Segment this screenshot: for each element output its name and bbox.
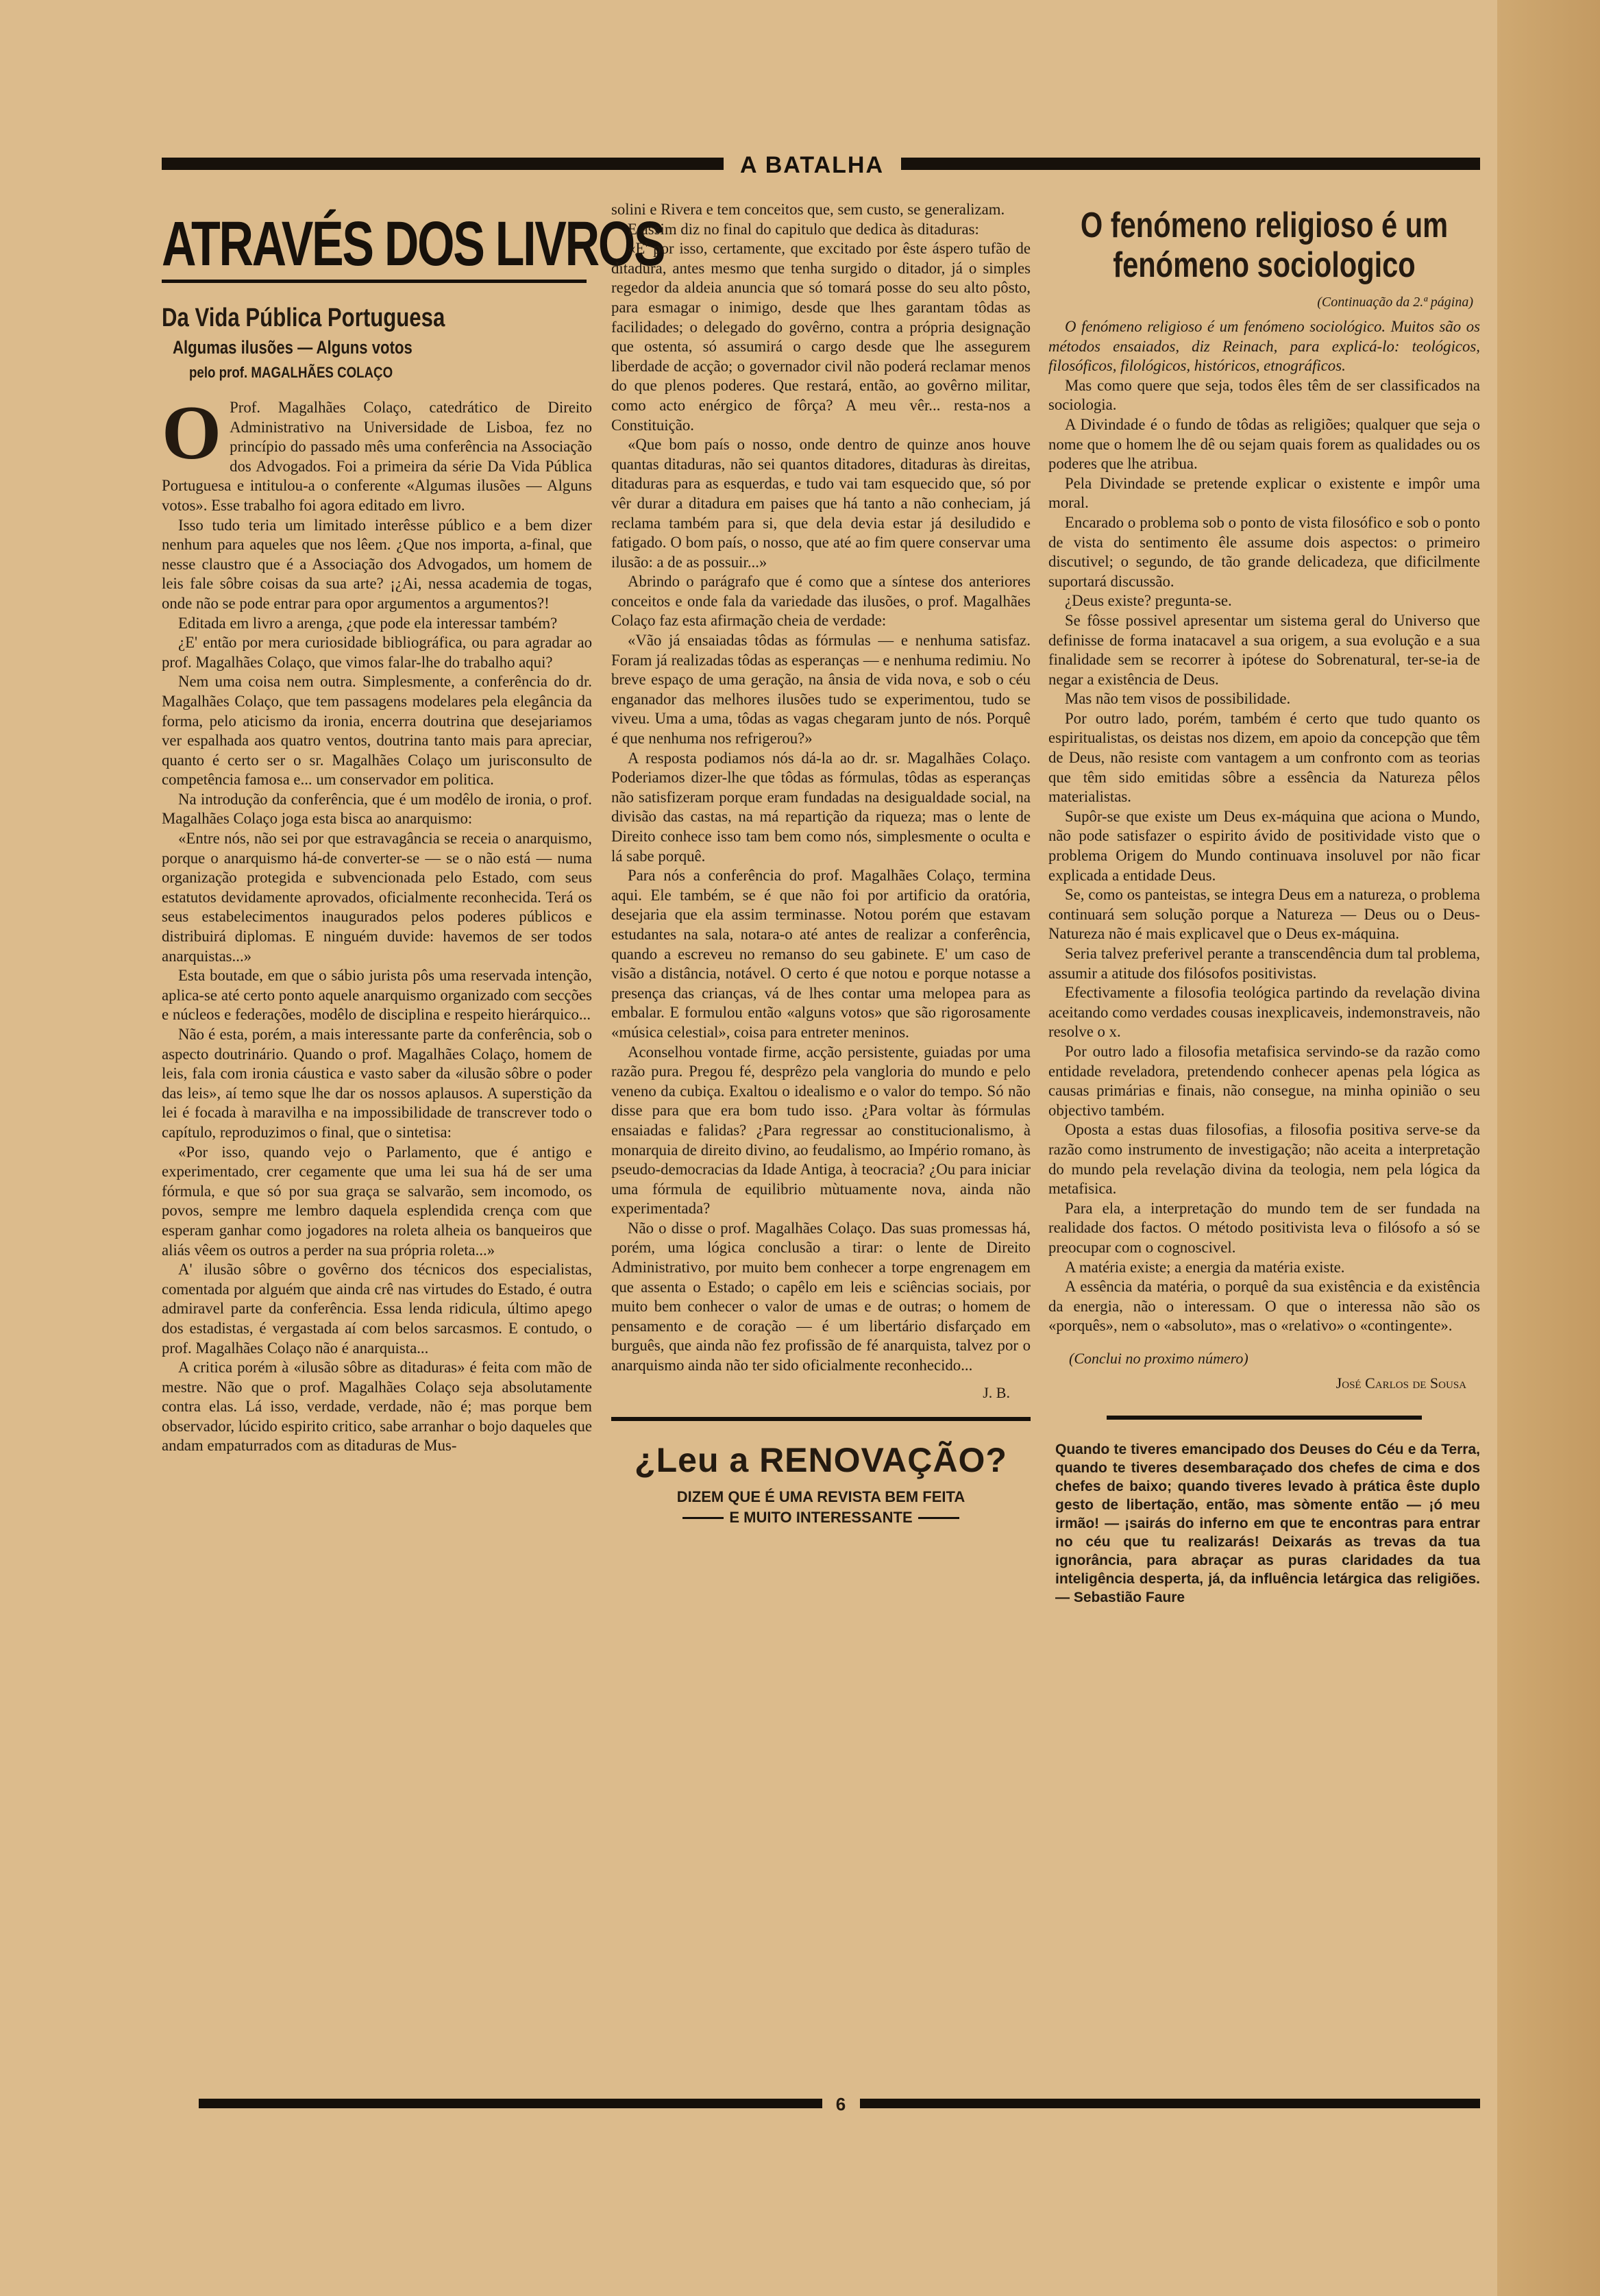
article-quote: «Entre nós, não sei por que estravagância se receia o anarquismo, porque o anarquismo há-de converter-se — se o não está — numa organização protegida e subvencionada pelo Estado, com seus estatutos devidamente aprovados, oficialmente reconhecida. Terá os seus estabelecimentos inaugurados pelos poderes públicos e distribuirá diplomas. E ninguém duvide: havemos de ser todos anarquistas...» xyxy=(162,830,592,965)
page-edge xyxy=(1497,0,1600,2296)
article-paragraph: A critica porém à «ilusão sôbre as ditaduras» é feita com mão de mestre. Não que o prof. Magalhães Colaço seja absolutamente contra elas. Lá isso, verdade, verdade, não é; mas porque bem observador, lúcido espirito critico, sabe arranhar o bojo daqueles que andam empaturrados com as ditaduras de Mus- xyxy=(162,1359,592,1455)
masthead: A BATALHA xyxy=(740,152,884,178)
article-2-headline: O fenómeno religioso é um fenómeno sociologico xyxy=(1080,206,1449,285)
ad-divider xyxy=(611,1417,1031,1421)
article-paragraph: Supôr-se que existe um Deus ex-máquina que aciona o Mundo, não pode satisfazer o espirito ávido de positividade visto que o problema Origem do Mundo continuava insoluvel por não ficar explicada a entidade Deus. xyxy=(1048,807,1480,884)
article-paragraph: A Divindade é o fundo de tôdas as religiões; qualquer que seja o nome que o homem lhe dê ou sejam quais forem as qualidades ou os poderes que lhe atribua. xyxy=(1048,415,1480,473)
article-paragraph: Pela Divindade se pretende explicar o existente e impôr uma moral. xyxy=(1048,474,1480,512)
article-paragraph: A' ilusão sôbre o govêrno dos técnicos dos especialistas, comentada por alguém que ainda crê nas virtudes do Estado, é outra admiravel parte da conferência. Essa lenda ridicula, último apego dos estadistas, é vergastada aí com belos sarcasmos. E contudo, o prof. Magalhães Colaço não é anarquista... xyxy=(162,1261,592,1357)
article-quote: «Que bom país o nosso, onde dentro de quinze anos houve quantas ditaduras, não sei quantos ditadores, ditaduras às direitas, ditaduras para as esquerdas, e tudo vai tam esquecido que, só por vêr durar a ditadura em paises que há tanto a não conheciam, já reclama também para si, que dela devia estar já desiludido e fatigado. O bom país, o nosso, que até ao fim quere conservar uma ilusão: a de as possuir...» xyxy=(611,436,1031,571)
ad-rule-right xyxy=(918,1517,959,1519)
article-headline: ATRAVÉS DOS LIVROS xyxy=(162,209,665,279)
article-paragraph: Na introdução da conferência, que é um modêlo de ironia, o prof. Magalhães Colaço joga esta bisca ao anarquismo: xyxy=(162,790,592,828)
article-paragraph: Abrindo o parágrafo que é como que a síntese dos anteriores conceitos e onde fala da variedade das ilusões, o prof. Magalhães Colaço faz esta afirmação cheia de verdade: xyxy=(611,573,1031,630)
article-paragraph: Não é esta, porém, a mais interessante parte da conferência, sob o aspecto doutrinário. Quando o prof. Magalhães Colaço, homem de leis, fala com ironia cáustica e vasto saber da «ilusão sôbre o poder das leis», aí temo sque lhe dar os nossos aplausos. A superstição da lei é focada à maravilha e na impossibilidade de transcrever todo o capítulo, reproduzimos o final, que o sintetisa: xyxy=(162,1026,592,1141)
article-paragraph: Mas como quere que seja, todos êles têm de ser classificados na sociologia. xyxy=(1048,376,1480,414)
article-paragraph: O Prof. Magalhães Colaço, catedrático de Direito Administrativo na Universidade de Lisboa, fez no princípio do passado mês uma conferência na Associação dos Advogados. Foi a primeira da série Da Vida Pública Portuguesa e intitulou-a o conferente «Algumas ilusões — Alguns votos». Esse trabalho foi agora editado em livro. xyxy=(162,391,592,514)
article-paragraph: Mas não tem visos de possibilidade. xyxy=(1065,690,1291,708)
continuation-note: (Continuação da 2.ª página) xyxy=(1317,295,1473,310)
article-paragraph: A matéria existe; a energia da matéria existe. xyxy=(1065,1258,1345,1276)
column-2 xyxy=(611,200,1031,1528)
article-byline: pelo prof. MAGALHÃES COLAÇO xyxy=(189,364,393,381)
bottom-rule-right xyxy=(860,2099,1480,2108)
article-paragraph: Efectivamente a filosofia teológica partindo da revelação divina aceitando como verdades cousas inexplicaveis, indemonstraveis, não resolve o x. xyxy=(1048,984,1480,1041)
article-paragraph: Por outro lado, porém, também é certo que tudo quanto os espiritualistas, os deistas nos dizem, em apoio da concepção que têm de Deus, não resiste com vantagem a um confronto com as teorias que têm sido emitidas sôbre a essência da Natureza pêlos materialistas. xyxy=(1048,709,1480,806)
headline-rule xyxy=(162,280,587,283)
article-subtitle: Algumas ilusões — Alguns votos xyxy=(173,337,413,358)
article-subheading: Da Vida Pública Portuguesa xyxy=(162,304,445,332)
article-paragraph: Esta boutade, em que o sábio jurista pôs uma reservada intenção, aplica-se até certo ponto aquele anarquismo organizado com secções e núcleos e federações, modêlo de disciplina e respeito hierárquico... xyxy=(162,967,592,1024)
column-3 xyxy=(1048,206,1480,1607)
top-rule-left xyxy=(162,158,724,170)
article-paragraph: E assim diz no final do capitulo que dedica às ditaduras: xyxy=(628,220,979,238)
article-paragraph: ¿E' então por mera curiosidade bibliográfica, ou para agradar ao prof. Magalhães Colaço, que vimos falar-lhe do trabalho aqui? xyxy=(162,634,592,671)
article-quote: «Vão já ensaiadas tôdas as fórmulas — e nenhuma satisfaz. Foram já realizadas tôdas as esperanças — e nenhuma redimiu. No breve espaço de uma geração, na ânsia de vida nova, e sob o céu enganador das melhores ilusões tudo se experimentou, tudo se viveu. Uma a uma, tôdas as vagas chegaram junto de nós. Porquê é que nenhuma nos refrigerou?» xyxy=(611,632,1031,748)
article-paragraph: A essência da matéria, o porquê da sua existência e da existência da energia, não o interessam. O que o interessa não são os «porquês», nem o «absoluto», mas o «relativo» o «contingente». xyxy=(1048,1278,1480,1335)
article-paragraph: Oposta a estas duas filosofias, a filosofia positiva serve-se da razão como instrumento de investigação; não aceita a interpretação do mundo pela revelação divina da teologia, nem pela lógica da metafisica. xyxy=(1048,1121,1480,1198)
article-paragraph: Para ela, a interpretação do mundo tem de ser fundada na realidade dos factos. O método positivista leva o filósofo a só se preocupar com o cognoscivel. xyxy=(1048,1199,1480,1256)
article-paragraph: Encarado o problema sob o ponto de vista filosófico e sob o ponto de vista do sentimento êle assume dois aspectos: o primeiro discutivel; o segundo, de tão grande delicadeza, que dificilmente suportará discussão. xyxy=(1048,513,1480,590)
bottom-rule-left xyxy=(199,2099,822,2108)
article-paragraph: Para nós a conferência do prof. Magalhães Colaço, termina aqui. Ele também, se é que não foi por artificio da oratória, desejaria que ela assim terminasse. Notou porém que estavam estudantes na sala, notara-o até antes de realizar a conferência, quando a escreveu no remanso do seu gabinete. E' um caso de visão a distância, notável. O certo é que notou e porque notasse a presença das crianças, vá de lhes contar uma melopea para as embalar. E formulou então «alguns votos» que são rigorosamente «música celestial», coisa para entreter meninos. xyxy=(611,867,1031,1041)
article-signature: J. B. xyxy=(983,1383,1010,1401)
article-paragraph: Não o disse o prof. Magalhães Colaço. Das suas promessas há, porém, uma lógica conclusão a tirar: o lente de Direito Administrativo, por muito bem conhecer a torpe engrenagem em que assenta o Estado; o capêlo em leis e sciências sociais, por muito bem conhecer o valor de umas e de outras; o homem de pensamento e de coração — é um libertário disfarçado em burguês, que ainda não fez profissão de fé anarquista, talvez por o anarquismo ainda não ter sido oficialmente reconhecido... xyxy=(611,1219,1031,1374)
page-number: 6 xyxy=(835,2094,846,2114)
article-2-signoff: (Conclui no proximo número) xyxy=(1069,1349,1248,1367)
article-quote: «E' por isso, certamente, que excitado por êste áspero tufão de ditadura, antes mesmo que tenha surgido o ditador, já o simples regedor da aldeia anuncia que só tomará posse do seu alto pôsto, para esmagar o inimigo, desde que lhes garantam tôdas as facilidades; o delegado do govêrno, contra a própria designação que ostenta, só assumirá o cargo desde que lhe assegurem liberdade de acção; o governador civil não poderá reclamar menos do que plenos poderes. Que restará, então, ao govêrno militar, como acto enérgico de fôrça? A meu vêr... resta-nos a Constituição. xyxy=(611,240,1031,434)
article-paragraph: O fenómeno religioso é um fenómeno sociológico. Muitos são os métodos ensaiados, diz Reinach, para explicá-lo: teológicos, filosóficos, filológicos, históricos, etnográficos. xyxy=(1048,318,1480,375)
ad-line-2: E MUITO INTERESSANTE xyxy=(729,1508,913,1526)
article-paragraph: Se, como os panteistas, se integra Deus em a natureza, o problema continuará sem solução porque a Natureza — Deus ou o Deus-Natureza não é mais explicavel que o Deus ex-máquina. xyxy=(1048,886,1480,943)
article-paragraph: solini e Rivera e tem conceitos que, sem custo, se generalizam. xyxy=(611,201,1005,218)
top-rule-right xyxy=(901,158,1480,170)
article-paragraph: Editada em livro a arenga, ¿que pode ela interessar também? xyxy=(178,614,558,632)
ad-line-1: DIZEM QUE É UMA REVISTA BEM FEITA xyxy=(676,1488,965,1505)
article-paragraph: A resposta podiamos nós dá-la ao dr. sr. Magalhães Colaço. Poderiamos dizer-lhe que tôdas as fórmulas, tôdas as esperanças não satisfizeram porque eram fundadas na desigualdade social, na divisão das castas, na má repartição da riqueza; mas o lente de Direito conhece isso tam bem como nós, simplesmente o oculta e lá sabe porquê. xyxy=(611,749,1031,865)
article-paragraph: ¿Deus existe? pregunta-se. xyxy=(1065,592,1232,610)
article-2-author: José Carlos de Sousa xyxy=(1336,1374,1466,1392)
drop-cap: O xyxy=(162,391,222,476)
ad-rule-left xyxy=(682,1517,724,1519)
column-1 xyxy=(162,206,665,1456)
ad-headline: ¿Leu a RENOVAÇÃO? xyxy=(635,1440,1007,1479)
article-paragraph: Aconselhou vontade firme, acção persistente, guiadas por uma razão pura. Pregou fé, desprêzo pela vangloria do mundo e pelo veneno da cubiça. Exaltou o idealismo e o valor do tempo. Só não disse para que era bom tudo isso. ¿Para voltar às fórmulas ensaiadas e falidas? ¿Para regressar ao constitucionalismo, à monarquia de direito divino, ao feudalismo, ao Império romano, às pseudo-democracias da Idade Antiga, à teocracia? ¿Ou para iniciar uma fórmula de equilibrio mùtuamente nova, ainda não experimentada? xyxy=(611,1043,1031,1218)
article-paragraph: Isso tudo teria um limitado interêsse público e a bem dizer nenhum para aqueles que nos lêem. ¿Que nos importa, a-final, que nesse claustro que é a Associação dos Advogados, um homem de leis fale sôbre coisas da sua arte? ¡¿Ai, nessa academia de togas, onde não se pode entrar para opor argumentos a argumentos?! xyxy=(162,516,592,612)
quote-box: Quando te tiveres emancipado dos Deuses do Céu e da Terra, quando te tiveres desembaraçado dos chefes de cima e dos chefes de baixo; quando tiveres levado à prática êste duplo gesto de libertação, então, mas sòmente então — ¡ó meu irmão! — ¡sairás do inferno em que te encontras para entrar no céu que tu realizarás! Deixarás as trevas da tua ignorância, para abraçar as puras claridades da tua inteligência desperta, já, da influência letárgica das religiões. — Sebastião Faure xyxy=(1055,1441,1480,1605)
ad-line-2-wrap xyxy=(611,1507,1031,1528)
article-quote: «Por isso, quando vejo o Parlamento, que é antigo e experimentado, crer cegamente que uma lei sua há de ser uma fórmula, e que só por sua graça se salvarão, sem incomodo, os povos, sempre me lembro daquela esplendida crença com que esperam ganhar como jogadores na roleta alheia os banqueiros que aliás vêem os outros a perder na sua própria roleta...» xyxy=(162,1143,592,1259)
article-paragraph: Se fôsse possivel apresentar um sistema geral do Universo que definisse de forma inatacavel a sua origem, a sua evolução e a sua finalidade sem se recorrer à ipótese do Sobrenatural, ter-se-ia de negar a existência de Deus. xyxy=(1048,611,1480,688)
article-paragraph: Seria talvez preferivel perante a transcendência dum tal problema, assumir a atitude dos filósofos positivistas. xyxy=(1048,945,1480,982)
article-paragraph: Nem uma coisa nem outra. Simplesmente, a conferência do dr. Magalhães Colaço, que tem passagens modelares pela elegância da forma, pelo aticismo da ironia, encerra doutrina que desejariamos ver espalhada aos quatro ventos, doutrina tanto mais para apreciar, quanto é certo ser o sr. Magalhães Colaço um jurisconsulto de competência famosa e... um conservador em politica. xyxy=(162,673,592,789)
quote-rule xyxy=(1107,1416,1422,1420)
article-paragraph: Por outro lado a filosofia metafisica servindo-se da razão como entidade reveladora, pretendendo conhecer apenas pela lógica as causas primárias e finais, não consegue, na minha opinião o seu objectivo também. xyxy=(1048,1042,1480,1119)
